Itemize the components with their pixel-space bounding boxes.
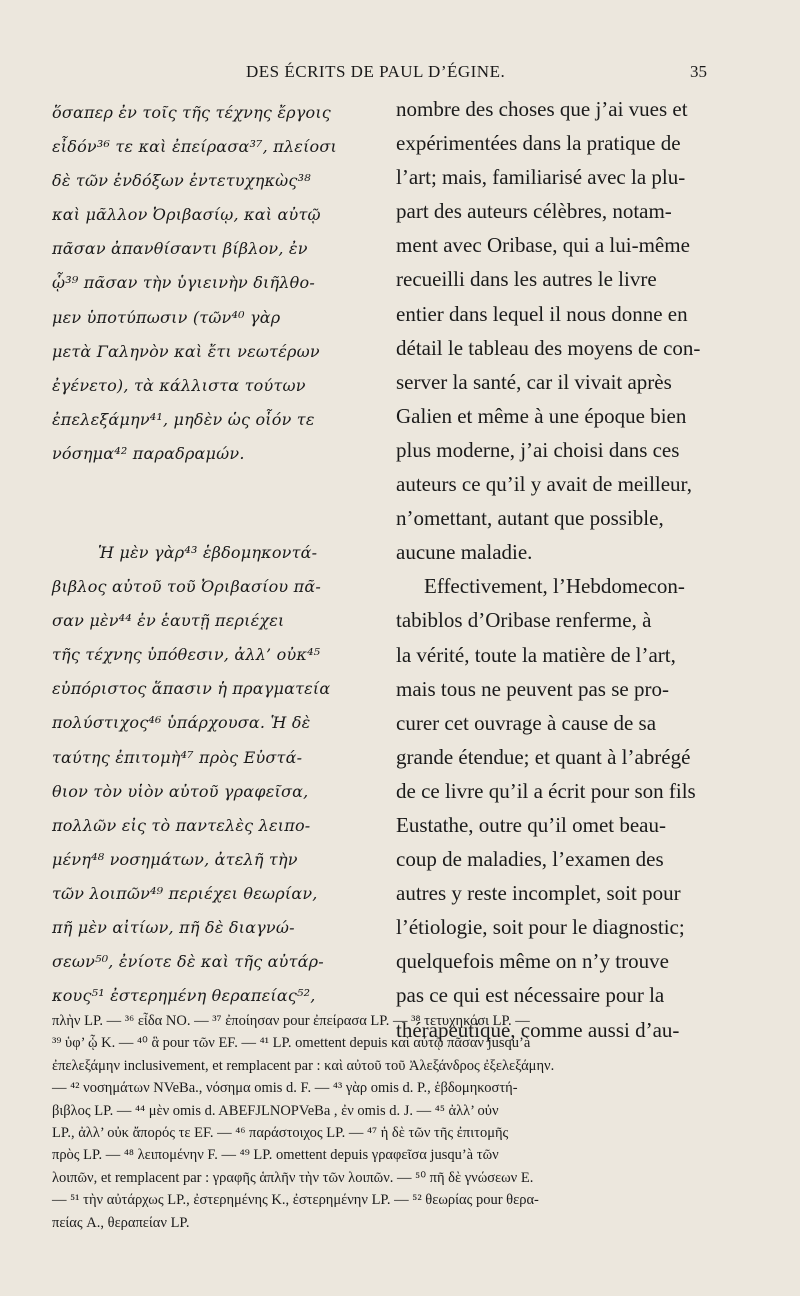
footnote-line: βιβλος LP. — ⁴⁴ μὲν omis d. ABEFJLNOPVeBa , ἐν omis d. J. — ⁴⁵ ἀλλ’ οὐν [52, 1102, 499, 1119]
french-line: tabiblos d’Oribase renferme, à [396, 608, 652, 633]
greek-paragraph-1 [52, 96, 370, 471]
french-line: ment avec Oribase, qui a lui-même [396, 233, 690, 258]
greek-line: κους⁵¹ ἐστερημένη θεραπείας⁵², [52, 986, 316, 1006]
footnote-line: πείας A., θεραπείαν LP. [52, 1214, 190, 1231]
greek-line: σεων⁵⁰, ἐνίοτε δὲ καὶ τῆς αὐτάρ- [52, 952, 324, 972]
french-line: coup de maladies, l’examen des [396, 847, 664, 872]
greek-line: πολύστιχος⁴⁶ ὑπάρχουσα. Ἡ δὲ [52, 713, 311, 733]
french-line: expérimentées dans la pratique de [396, 131, 681, 156]
french-line: nombre des choses que j’ai vues et [396, 97, 688, 121]
greek-line: τῶν λοιπῶν⁴⁹ περιέχει θεωρίαν, [52, 883, 318, 903]
greek-text-column [52, 96, 370, 1006]
greek-line: εὐπόριστος ἅπασιν ἡ πραγματεία [52, 679, 331, 699]
greek-line: πᾶσαν ἀπανθίσαντι βίβλον, ἐν [52, 239, 308, 259]
greek-line: σαν μὲν⁴⁴ ἐν ἑαυτῇ περιέχει [52, 611, 285, 631]
page-number: 35 [690, 62, 707, 81]
french-line: part des auteurs célèbres, notam- [396, 199, 672, 224]
running-head: DES ÉCRITS DE PAUL D’ÉGINE. [246, 62, 506, 81]
greek-line: δὲ τῶν ἐνδόξων ἐντετυχηκὼς³⁸ [52, 171, 311, 191]
french-line: autres y reste incomplet, soit pour [396, 881, 681, 906]
footnote-line: LP., ἀλλ’ οὐκ ἄπορός τε EF. — ⁴⁶ παράστοιχος LP. — ⁴⁷ ἡ δὲ τῶν τῆς ἐπιτομῆς [52, 1124, 509, 1141]
greek-line: νόσημα⁴² παραδραμών. [52, 443, 245, 463]
footnotes [52, 1010, 712, 1234]
french-line: plus moderne, j’ai choisi dans ces [396, 437, 680, 462]
french-line: quelquefois même on n’y trouve [396, 949, 669, 974]
french-line: mais tous ne peuvent pas se pro- [396, 676, 669, 701]
footnote-line: — ⁴² νοσημάτων NVeBa., νόσημα omis d. F. — ⁴³ γὰρ omis d. P., ἑβδομηκοστή- [52, 1080, 518, 1097]
french-line: détail le tableau des moyens de con- [396, 335, 701, 360]
greek-paragraph-2 [52, 536, 330, 1013]
greek-line: θιον τὸν υἱὸν αὐτοῦ γραφεῖσα, [52, 781, 309, 801]
greek-line: ταύτης ἐπιτομὴ⁴⁷ πρὸς Εὐστά- [52, 747, 303, 767]
french-line: Galien et même à une époque bien [396, 403, 687, 428]
footnote-line: ³⁹ ὑφ’ ᾧ K. — ⁴⁰ ἃ pour τῶν EF. — ⁴¹ LP. omettent depuis καὶ αὐτῷ πᾶσαν jusqu’à [52, 1035, 531, 1052]
french-line: thérapeutique, comme aussi d’au- [396, 1017, 680, 1042]
french-line: recueilli dans les autres le livre [396, 267, 657, 292]
footnote-line: πλὴν LP. — ³⁶ εἶδα NO. — ³⁷ ἐποίησαν pour ἐπείρασα LP. — ³⁸ τετυχηκόσι LP. — [52, 1013, 530, 1029]
greek-line: εἶδόν³⁶ τε καὶ ἐπείρασα³⁷, πλείοσι [52, 137, 337, 157]
french-line: auteurs ce qu’il y avait de meilleur, [396, 472, 692, 497]
french-line: l’art; mais, familiarisé avec la plu- [396, 165, 686, 190]
greek-line: βιβλος αὐτοῦ τοῦ Ὀριβασίου πᾶ- [52, 577, 321, 597]
greek-line: ἐγένετο), τὰ κάλλιστα τούτων [52, 375, 306, 395]
french-line: pas ce qui est nécessaire pour la [396, 983, 665, 1008]
french-line: l’étiologie, soit pour le diagnostic; [396, 915, 685, 940]
french-line: curer cet ouvrage à cause de sa [396, 710, 657, 735]
greek-line: μένη⁴⁸ νοσημάτων, ἀτελῆ τὴν [52, 849, 298, 869]
french-line: aucune maladie. [396, 540, 533, 565]
greek-line: πῆ μὲν αἰτίων, πῆ δὲ διαγνώ- [52, 918, 295, 938]
french-line: Effectivement, l’Hebdomecon- [424, 574, 685, 599]
greek-line: ᾧ³⁹ πᾶσαν τὴν ὑγιεινὴν διῆλθο- [52, 273, 315, 293]
french-line: entier dans lequel il nous donne en [396, 301, 688, 326]
french-line: server la santé, car il vivait après [396, 369, 672, 394]
french-line: n’omettant, autant que possible, [396, 506, 664, 531]
footnote-line: πρὸς LP. — ⁴⁸ λειπομένην F. — ⁴⁹ LP. omettent depuis γραφεῖσα jusqu’à τῶν [52, 1147, 499, 1164]
french-text-column [396, 92, 716, 1047]
french-line: Eustathe, outre qu’il omet beau- [396, 812, 666, 837]
greek-line: μετὰ Γαληνὸν καὶ ἔτι νεωτέρων [52, 341, 320, 361]
greek-line: Ἡ μὲν γὰρ⁴³ ἑβδομηκοντά- [98, 543, 318, 562]
french-line: grande étendue; et quant à l’abrégé [396, 744, 691, 769]
footnote-line: ἐπελεξάμην inclusivement, et remplacent par : καὶ αὐτοῦ τοῦ Ἀλεξάνδρος ἐξελεξάμην. [52, 1057, 555, 1074]
french-line: la vérité, toute la matière de l’art, [396, 642, 676, 667]
greek-line: τῆς τέχνης ὑπόθεσιν, ἀλλ’ οὐκ⁴⁵ [52, 645, 321, 665]
footnote-line: — ⁵¹ τὴν αὐτάρχως LP., ἐστερημένης K., ἐστερημένην LP. — ⁵² θεωρίας pour θερα- [52, 1192, 539, 1209]
footnote-line: λοιπῶν, et remplacent par : γραφῆς ἁπλῆν τὴν τῶν λοιπῶν. — ⁵⁰ πῆ δὲ γνώσεων E. [52, 1169, 534, 1186]
greek-line: ὅσαπερ ἐν τοῖς τῆς τέχνης ἔργοις [52, 103, 331, 122]
french-line: de ce livre qu’il a écrit pour son fils [396, 778, 696, 803]
greek-line: ἐπελεξάμην⁴¹, μηδὲν ὡς οἷόν τε [52, 409, 315, 429]
greek-line: μεν ὑποτύπωσιν (τῶν⁴⁰ γὰρ [52, 307, 281, 327]
greek-line: καὶ μᾶλλον Ὀριβασίῳ, καὶ αὐτῷ [52, 205, 321, 225]
greek-line: πολλῶν εἰς τὸ παντελὲς λειπο- [52, 815, 311, 835]
